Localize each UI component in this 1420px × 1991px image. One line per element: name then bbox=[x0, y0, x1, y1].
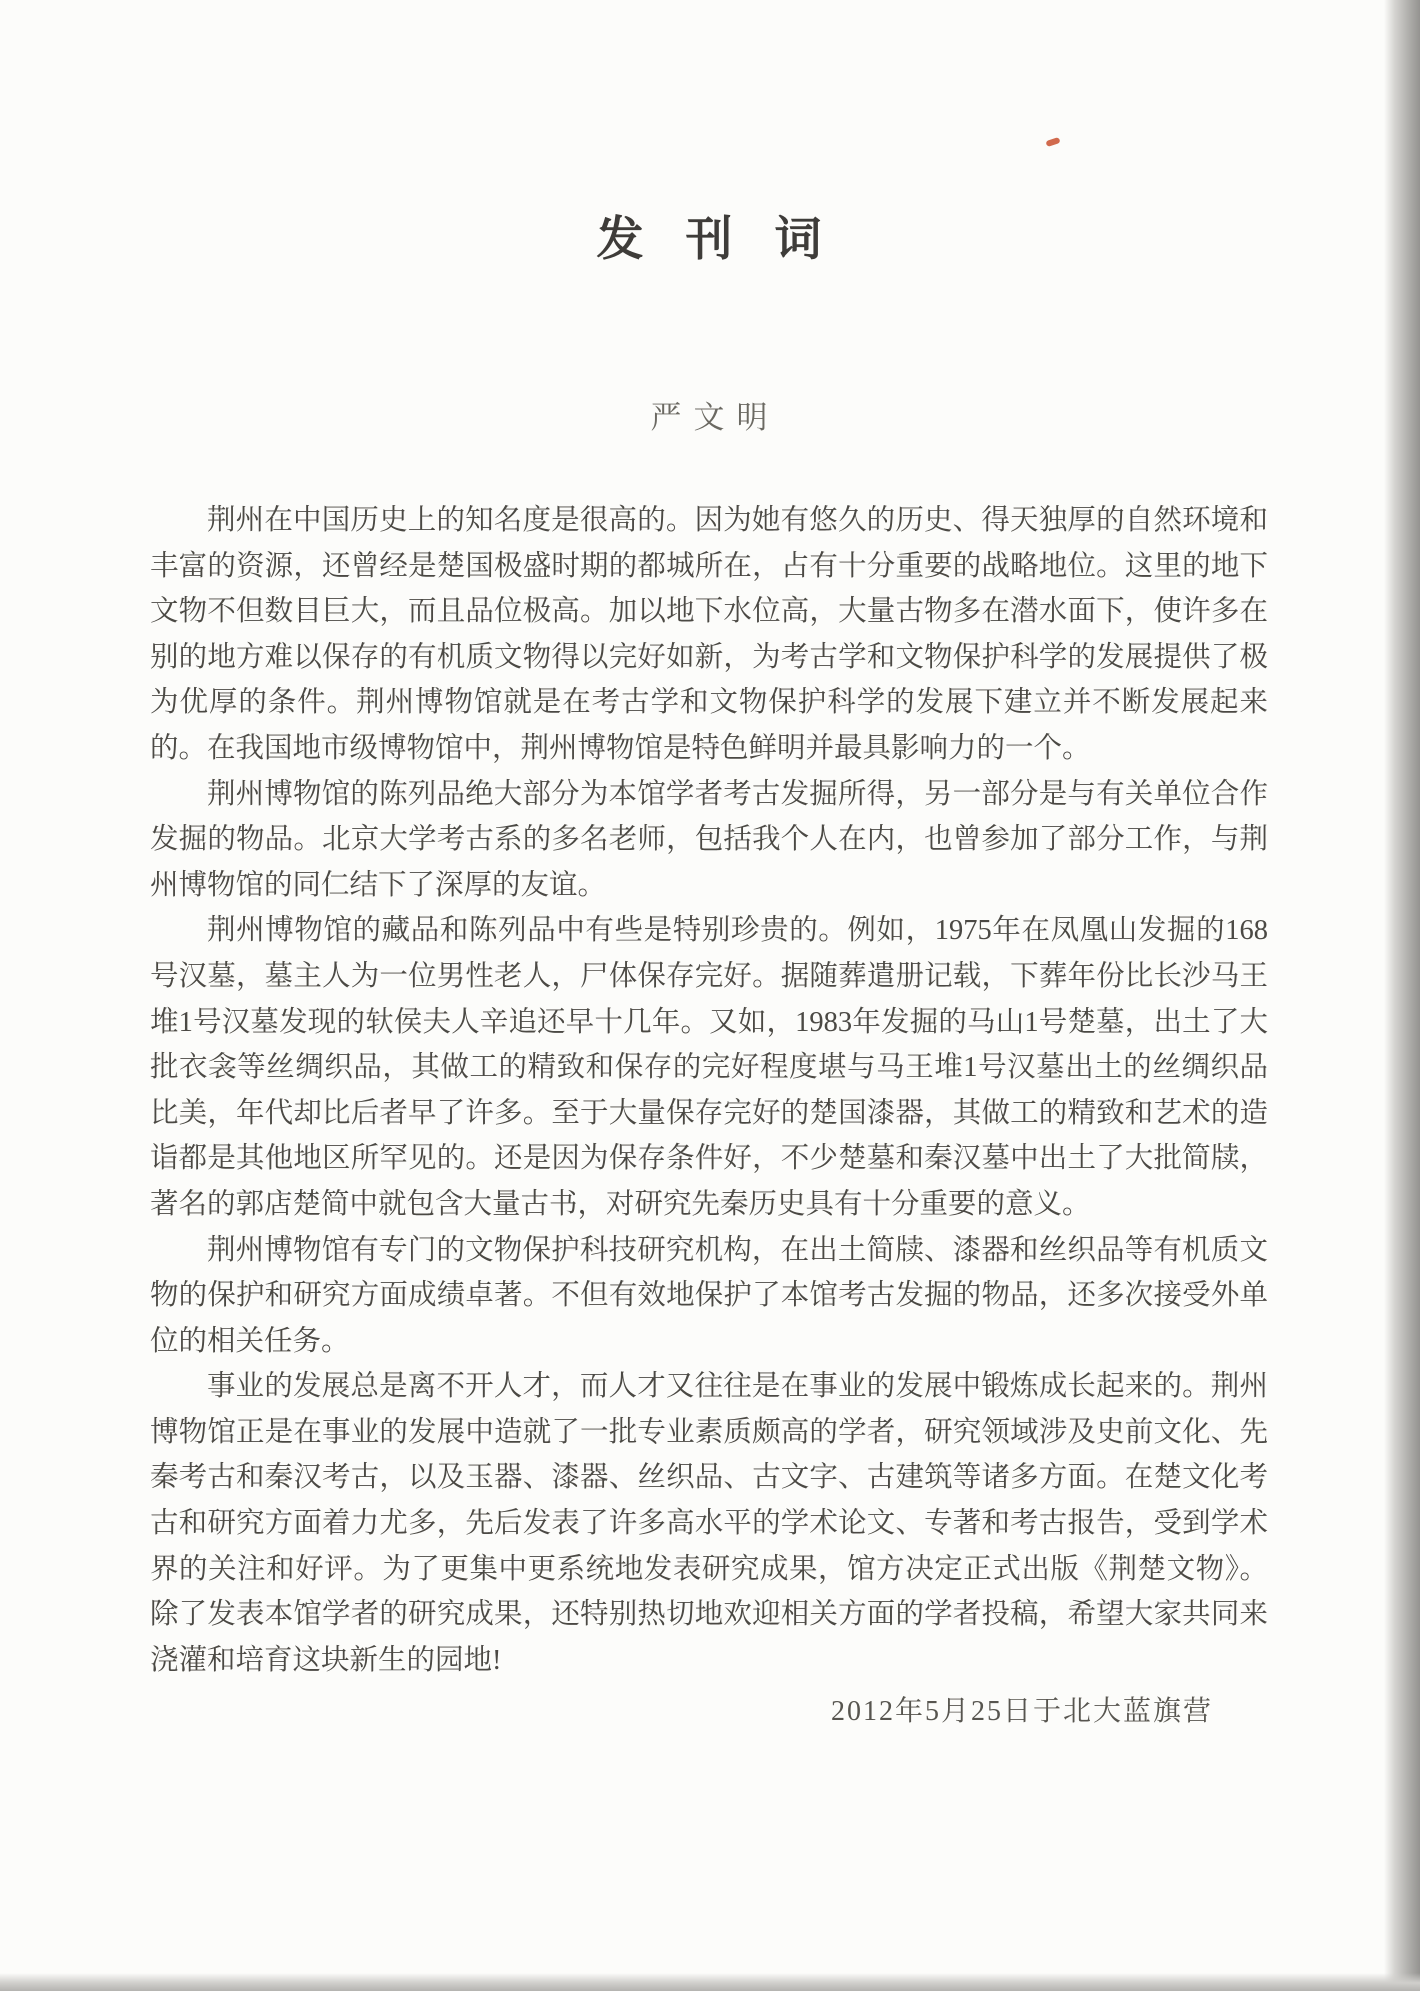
scan-edge-bottom-shadow bbox=[0, 1973, 1420, 1991]
paragraph: 荆州博物馆的陈列品绝大部分为本馆学者考古发掘所得，另一部分是与有关单位合作发掘的物品。北京大学考古系的多名老师，包括我个人在内，也曾参加了部分工作，与荆州博物馆的同仁结下了深厚的友谊。 bbox=[150, 778, 1268, 901]
scan-edge-right-shadow bbox=[1384, 0, 1420, 1991]
paragraph: 事业的发展总是离不开人才，而人才又往往是在事业的发展中锻炼成长起来的。荆州博物馆正是在事业的发展中造就了一批专业素质颇高的学者，研究领域涉及史前文化、先秦考古和秦汉考古，以及玉器、漆器、丝织品、古文字、古建筑等诸多方面。在楚文化考古和研究方面着力尤多，先后发表了许多高水平的学术论文、专著和考古报告，受到学术界的关注和好评。为了更集中更系统地发表研究成果，馆方决定正式出版《荆楚文物》。除了发表本馆学者的研究成果，还特别热切地欢迎相关方面的学者投稿，希望大家共同来浇灌和培育这块新生的园地! bbox=[150, 1371, 1268, 1676]
page-title: 发刊词 bbox=[596, 214, 864, 266]
author-name: 严文明 bbox=[650, 400, 780, 435]
red-ink-mark bbox=[1045, 137, 1060, 147]
paragraph: 荆州在中国历史上的知名度是很高的。因为她有悠久的历史、得天独厚的自然环境和丰富的资源，还曾经是楚国极盛时期的都城所在，占有十分重要的战略地位。这里的地下文物不但数目巨大，而且品位极高。加以地下水位高，大量古物多在潜水面下，使许多在别的地方难以保存的有机质文物得以完好如新，为考古学和文物保护科学的发展提供了极为优厚的条件。荆州博物馆就是在考古学和文物保护科学的发展下建立并不断发展起来的。在我国地市级博物馆中，荆州博物馆是特色鲜明并最具影响力的一个。 bbox=[150, 505, 1268, 764]
paragraph: 荆州博物馆有专门的文物保护科技研究机构，在出土简牍、漆器和丝织品等有机质文物的保护和研究方面成绩卓著。不但有效地保护了本馆考古发掘的物品，还多次接受外单位的相关任务。 bbox=[150, 1234, 1268, 1357]
body-text bbox=[150, 498, 1268, 1735]
paragraph: 荆州博物馆的藏品和陈列品中有些是特别珍贵的。例如，1975年在凤凰山发掘的168号汉墓，墓主人为一位男性老人，尸体保存完好。据随葬遣册记载，下葬年份比长沙马王堆1号汉墓发现的轪侯夫人辛追还早十几年。又如，1983年发掘的马山1号楚墓，出土了大批衣衾等丝绸织品，其做工的精致和保存的完好程度堪与马王堆1号汉墓出土的丝绸织品比美，年代却比后者早了许多。至于大量保存完好的楚国漆器，其做工的精致和艺术的造诣都是其他地区所罕见的。还是因为保存条件好，不少楚墓和秦汉墓中出土了大批简牍，著名的郭店楚简中就包含大量古书，对研究先秦历史具有十分重要的意义。 bbox=[150, 915, 1268, 1220]
dateline: 2012年5月25日于北大蓝旗营 bbox=[830, 1696, 1213, 1728]
